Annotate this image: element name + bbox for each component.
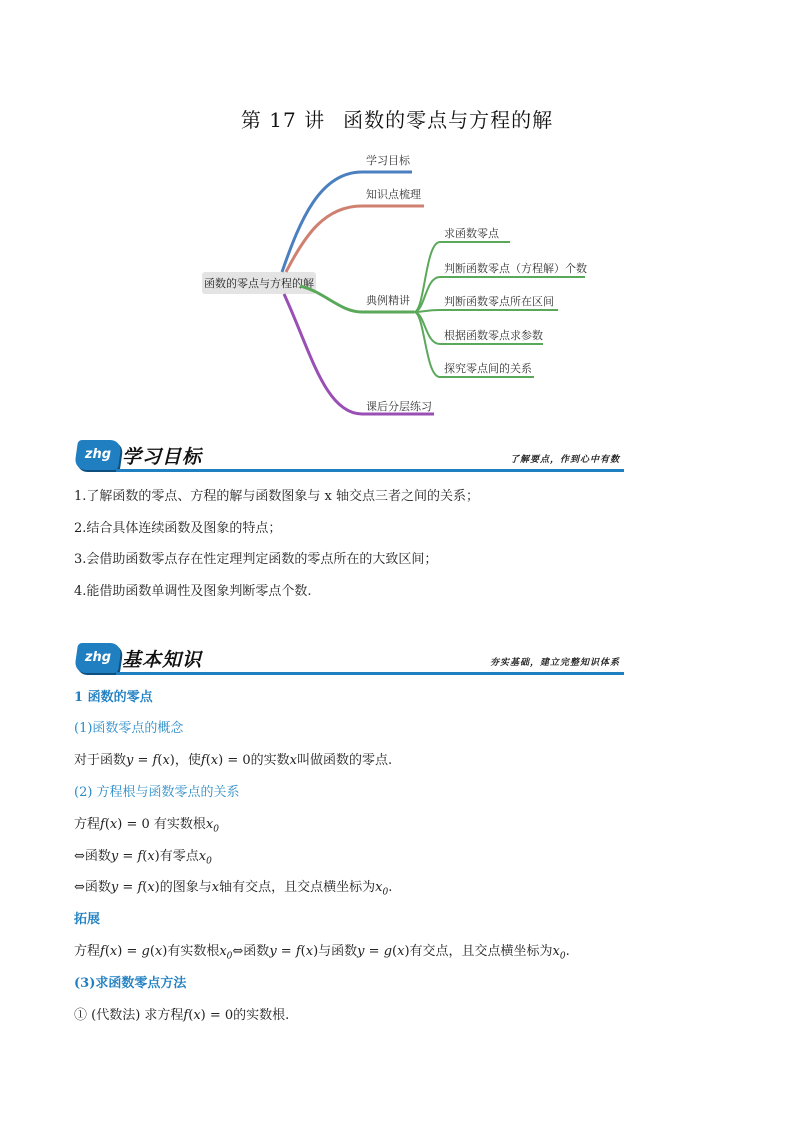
lecture-number: 第 17 讲 (240, 108, 326, 132)
branch-practice: 课后分层练习 (366, 400, 432, 413)
extension-text: 方程f(x) = g(x)有实数根$x_0\Leftrightarrow$函数y = f(x)与函数y = g(x)有交点，且交点横坐标为$x_0$. (74, 944, 570, 962)
sub-item-3: 判断函数零点所在区间 (444, 295, 554, 308)
section-rule (116, 672, 624, 675)
method-1: ① (代数法) 求方程f(x) = 0的实数根. (74, 1008, 290, 1023)
goal-item-2: 2.结合具体连续函数及图象的特点； (74, 521, 282, 536)
concept-text: 对于函数y = f(x)，使f(x) = 0的实数x叫做函数的零点. (74, 753, 393, 768)
section-header-basics (76, 639, 624, 677)
relation-line-1: 方程f(x) = 0 有实数根$x_0$ (74, 817, 219, 835)
extension-title: 拓展 (74, 912, 101, 927)
section-slogan-goals: 了解要点，作到心中有数 (509, 455, 620, 465)
goal-item-3: 3.会借助函数零点存在性定理判定函数的零点所在的大致区间； (74, 552, 438, 567)
zhg-badge-text: zhg (84, 447, 112, 462)
branch-knowledge: 知识点梳理 (366, 188, 421, 201)
subheading-concept: (1)函数零点的概念 (74, 721, 184, 736)
branch-examples: 典例精讲 (366, 294, 410, 307)
section-slogan-basics: 夯实基础，建立完整知识体系 (489, 658, 620, 668)
heading-zero-point: 1 函数的零点 (74, 690, 153, 705)
sub-item-2: 判断函数零点（方程解）个数 (444, 262, 587, 275)
subheading-methods: (3)求函数零点方法 (74, 976, 187, 991)
branch-line-goals (282, 172, 412, 272)
relation-line-3: ⇔函数y = f(x)的图象与x轴有交点，且交点横坐标为$x_0$. (74, 880, 393, 898)
branch-goals: 学习目标 (366, 154, 410, 167)
mindmap-center-label: 函数的零点与方程的解 (204, 277, 314, 290)
sub-item-1: 求函数零点 (444, 227, 499, 240)
section-title-goals: 学习目标 (122, 446, 203, 468)
section-title-basics: 基本知识 (122, 649, 203, 671)
goal-item-1: 1.了解函数的零点、方程的解与函数图象与 x 轴交点三者之间的关系； (74, 489, 479, 504)
goal-item-4: 4.能借助函数单调性及图象判断零点个数. (74, 584, 312, 599)
sub-item-4: 根据函数零点求参数 (444, 329, 543, 342)
page-title (0, 104, 794, 133)
mind-map (0, 140, 794, 430)
zhg-badge-text: zhg (84, 650, 112, 665)
section-rule (116, 469, 624, 472)
sub-line-3 (414, 310, 558, 312)
section-header-goals (76, 436, 624, 474)
subheading-relation: (2) 方程根与函数零点的关系 (74, 785, 240, 800)
sub-item-5: 探究零点间的关系 (444, 362, 532, 375)
lecture-name: 函数的零点与方程的解 (343, 108, 554, 132)
relation-line-2: ⇔函数y = f(x)有零点$x_0$ (74, 849, 212, 867)
